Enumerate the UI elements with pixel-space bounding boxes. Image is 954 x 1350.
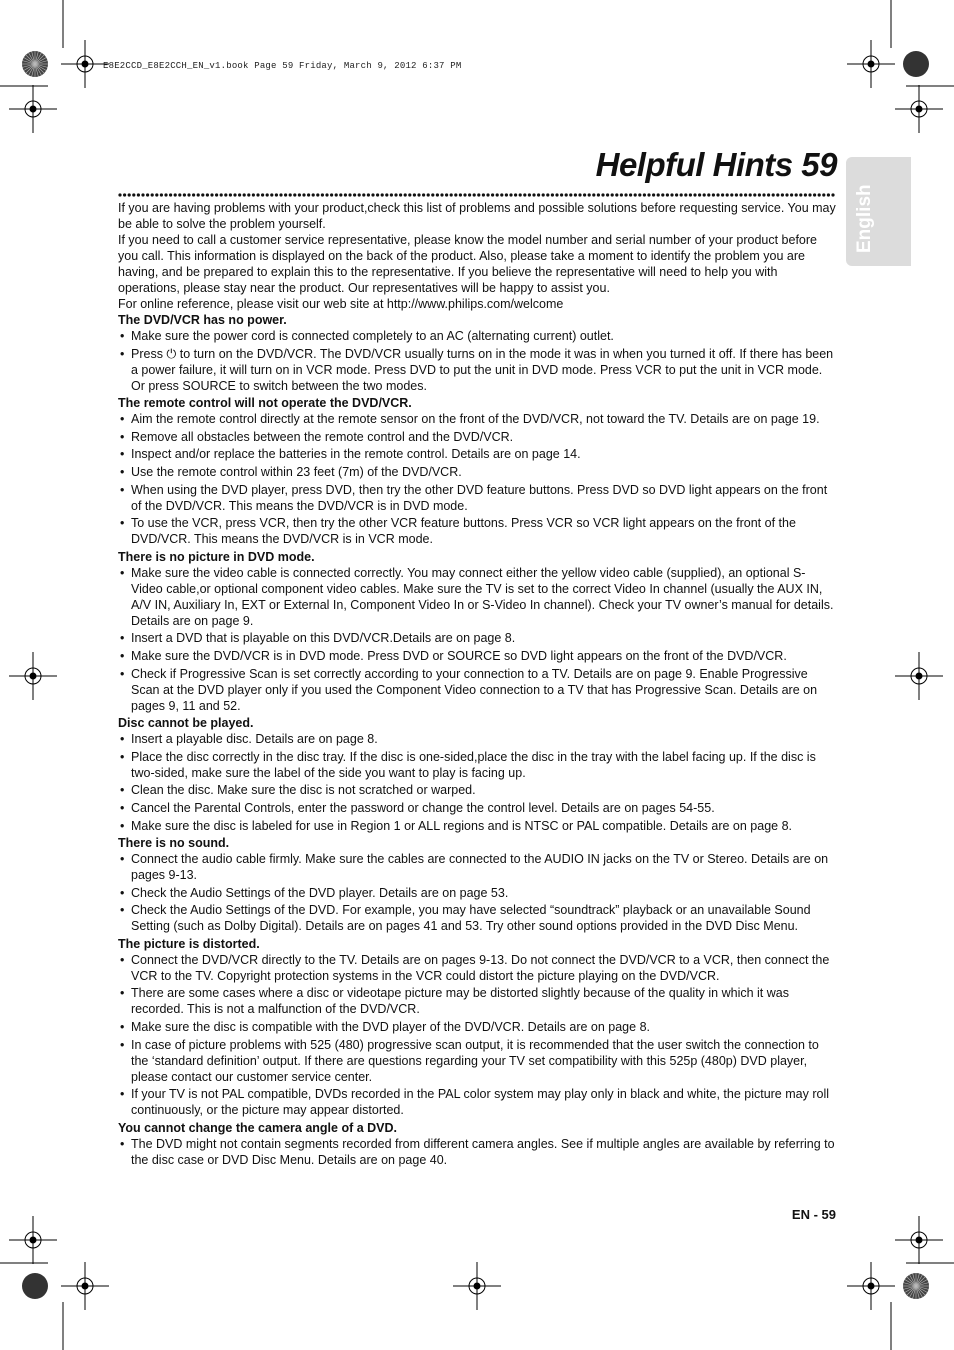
hint-item: • Make sure the power cord is connected completely to an AC (alternating current) outlet. — [118, 328, 836, 344]
section-camera-angle — [118, 1120, 836, 1168]
hint-item: • The DVD might not contain segments recorded from different camera angles. See if multiple angles are available by referring to the disc case or DVD Disc Menu. Details are on page 40. — [118, 1136, 836, 1168]
section-no-sound — [118, 835, 836, 934]
hint-item: • Insert a playable disc. Details are on page 8. — [118, 731, 836, 747]
section-no-picture — [118, 549, 836, 714]
language-tab — [846, 157, 911, 266]
hint-item: • Aim the remote control directly at the remote sensor on the front of the DVD/VCR, not toward the TV. Details are on page 19. — [118, 411, 836, 427]
intro-paragraph: For online reference, please visit our web site at http://www.philips.com/welcome — [118, 297, 564, 311]
section-heading: You cannot change the camera angle of a DVD. — [118, 1120, 397, 1135]
page-title: Helpful Hints 59 — [595, 146, 837, 183]
hint-item: • Place the disc correctly in the disc tray. If the disc is one-sided,place the disc in the tray with the label facing up. If the disc is two-sided, make sure the label of the side you want to play is facing up. — [118, 749, 836, 781]
hint-item: • If your TV is not PAL compatible, DVDs recorded in the PAL color system may play only in black and white, the picture may roll continuously, or the picture may appear distorted. — [118, 1086, 836, 1118]
hint-item: • Check if Progressive Scan is set correctly according to your connection to a TV. Details are on page 9. Enable Progressive Scan at the DVD player only if you used the Component Video connection to a TV that has Progressive Scan. Details are on pages 9, 11 and 52. — [118, 666, 836, 714]
hint-item: • Cancel the Parental Controls, enter the password or change the control level. Details are on pages 54-55. — [118, 800, 836, 816]
section-heading: There is no sound. — [118, 836, 230, 851]
hint-item: • Connect the DVD/VCR directly to the TV. Details are on pages 9-13. Do not connect the DVD/VCR to a VCR, then connect the VCR to the TV. Copyright protection systems in the VCR could distort the picture playing on the DVD/VCR. — [118, 952, 836, 984]
book-header: E8E2CCD_E8E2CCH_EN_v1.book Page 59 Friday, March 9, 2012 6:37 PM — [103, 61, 462, 71]
hint-list — [118, 411, 836, 547]
page-number: EN - 59 — [791, 1207, 836, 1222]
hint-item: • In case of picture problems with 525 (480) progressive scan output, it is recommended that the user switch the connection to the ‘standard definition’ output. If there are questions regarding your TV set compatibility with this 525p (480p) DVD player, please contact our customer service center. — [118, 1037, 836, 1085]
hint-item: • Check the Audio Settings of the DVD player. Details are on page 53. — [118, 885, 836, 901]
hint-item: • Connect the audio cable firmly. Make sure the cables are connected to the AUDIO IN jacks on the TV or Stereo. Details are on pages 9-13. — [118, 851, 836, 883]
hint-item: • Inspect and/or replace the batteries in the remote control. Details are on page 14. — [118, 446, 836, 462]
section-heading: The DVD/VCR has no power. — [118, 313, 287, 327]
hint-list — [118, 731, 836, 833]
section-remote — [118, 395, 836, 547]
section-heading: Disc cannot be played. — [118, 716, 254, 731]
section-disc-cannot-play — [118, 715, 836, 833]
hint-item: • Clean the disc. Make sure the disc is not scratched or warped. — [118, 782, 836, 798]
hint-item: • Use the remote control within 23 feet (7m) of the DVD/VCR. — [118, 464, 836, 480]
section-heading: There is no picture in DVD mode. — [118, 549, 315, 564]
hint-item: • Check the Audio Settings of the DVD. For example, you may have selected “soundtrack” playback or an unavailable Sound Setting (such as Dolby Digital). Details are on pages 41 and 53. Try other sound options provided in the DVD Disc Menu. — [118, 902, 836, 934]
hint-list — [118, 1136, 836, 1168]
hint-list — [118, 565, 836, 714]
intro-paragraph: If you are having problems with your product,check this list of problems and possible solutions before requesting service. You may be able to solve the problem yourself. — [118, 201, 836, 231]
intro-paragraph: If you need to call a customer service representative, please know the model number and serial number of your product before you call. This information is displayed on the back of the product. Also, please take a moment to identify the problem you are having, and be prepared to explain this to the representative. If you believe the representative will need to help you with operations, please stay near the product. Our representatives will be happy to assist you. — [118, 233, 817, 295]
intro — [118, 200, 836, 312]
language-tab-label: English — [854, 184, 875, 253]
hint-item: • When using the DVD player, press DVD, then try the other DVD feature buttons. Press DVD so DVD light appears on the front of the DVD/VCR. This means the DVD/VCR is in DVD mode. — [118, 482, 836, 514]
hint-item: • Insert a DVD that is playable on this DVD/VCR.Details are on page 8. — [118, 630, 836, 646]
dotted-rule — [118, 190, 836, 200]
section-no-power — [118, 312, 836, 394]
hint-item: • Remove all obstacles between the remote control and the DVD/VCR. — [118, 429, 836, 445]
hint-list — [118, 952, 836, 1118]
hint-item: • Make sure the DVD/VCR is in DVD mode. Press DVD or SOURCE so DVD light appears on the front of the DVD/VCR. — [118, 648, 836, 664]
section-heading: The picture is distorted. — [118, 936, 260, 951]
hint-item: • Make sure the video cable is connected correctly. You may connect either the yellow video cable (supplied), an optional S-Video cable,or optional component video cables. Make sure the TV is set to the correct Video In channel (usually the AUX IN, A/V IN, Auxiliary In, EXT or External In, Component Video In or S-Video In channel). Check your TV owner’s manual for details. Details are on page 9. — [118, 565, 836, 629]
hint-item: • To use the VCR, press VCR, then try the other VCR feature buttons. Press VCR so VCR light appears on the front of the DVD/VCR. This means the DVD/VCR is in VCR mode. — [118, 515, 836, 547]
hint-item: • There are some cases where a disc or videotape picture may be distorted slightly because of the quality in which it was recorded. This is not a malfunction of the DVD/VCR. — [118, 985, 836, 1017]
hint-item: • Press ⏻ to turn on the DVD/VCR. The DVD/VCR usually turns on in the mode it was in when you turned it off. If there has been a power failure, it will turn on in VCR mode. Press DVD to put the unit in DVD mode. Press VCR to put the unit in VCR mode. Or press SOURCE to switch between the two modes. — [118, 346, 836, 394]
hint-list — [118, 851, 836, 934]
hint-item: • Make sure the disc is compatible with the DVD player of the DVD/VCR. Details are on page 8. — [118, 1019, 836, 1035]
section-picture-distorted — [118, 936, 836, 1118]
hints-content — [118, 200, 836, 1169]
section-heading: The remote control will not operate the DVD/VCR. — [118, 396, 412, 411]
hint-list — [118, 328, 836, 394]
hint-item: • Make sure the disc is labeled for use in Region 1 or ALL regions and is NTSC or PAL compatible. Details are on page 8. — [118, 818, 836, 834]
